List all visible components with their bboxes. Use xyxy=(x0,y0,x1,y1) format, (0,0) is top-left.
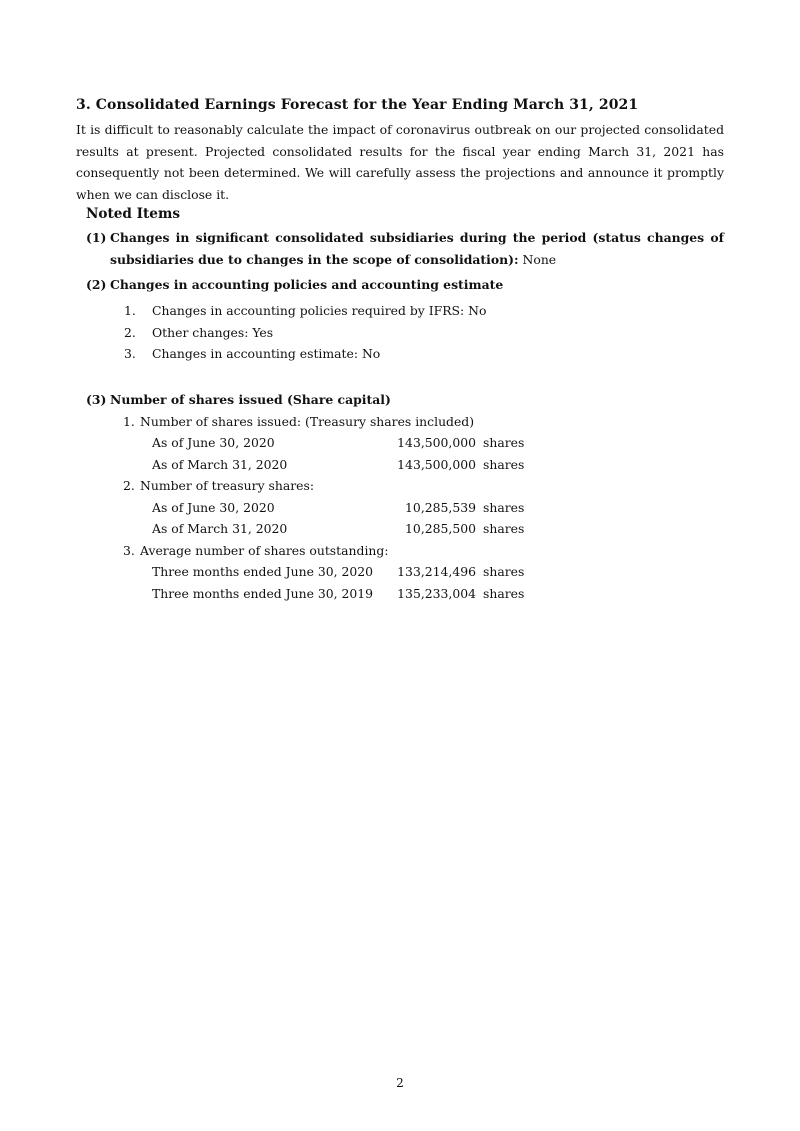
noted-item-3-number: (3) xyxy=(86,392,107,407)
noted-item-1-text xyxy=(110,227,724,270)
row-unit: shares xyxy=(483,586,525,601)
row-label: As of March 31, 2020 xyxy=(152,521,288,536)
noted-item-2-number: (2) xyxy=(86,277,107,292)
row-value: 133,214,496 xyxy=(397,564,476,579)
row-value: 10,285,500 xyxy=(405,521,476,536)
row-label: As of June 30, 2020 xyxy=(152,500,275,515)
row-unit: shares xyxy=(483,500,525,515)
noted-item-1-number: (1) xyxy=(86,230,107,245)
noted-item-2 xyxy=(86,274,724,296)
row-label: As of March 31, 2020 xyxy=(152,457,288,472)
row-unit: shares xyxy=(483,457,525,472)
list-item-text: Changes in accounting estimate: No xyxy=(152,346,381,361)
noted-item-1 xyxy=(86,227,724,271)
list-item-text: Other changes: Yes xyxy=(152,325,274,340)
shares-group-heading-text: Number of treasury shares: xyxy=(140,478,315,493)
row-label: Three months ended June 30, 2020 xyxy=(152,564,374,579)
noted-item-3-title: Number of shares issued (Share capital) xyxy=(110,392,391,407)
row-value: 10,285,539 xyxy=(405,500,476,515)
noted-item-2-title: Changes in accounting policies and accounting estimate xyxy=(110,277,504,292)
row-value: 143,500,000 xyxy=(397,435,476,450)
row-value: 135,233,004 xyxy=(397,586,476,601)
row-unit: shares xyxy=(483,564,525,579)
shares-group-heading-text: Number of shares issued: (Treasury shares included) xyxy=(140,414,475,429)
row-value: 143,500,000 xyxy=(397,457,476,472)
shares-group-number: 2. xyxy=(123,478,135,493)
section-title: 3. Consolidated Earnings Forecast for the Year Ending March 31, 2021 xyxy=(76,97,639,113)
shares-group-number: 3. xyxy=(123,543,135,558)
forecast-paragraph: It is difficult to reasonably calculate the impact of coronavirus outbreak on our projected consolidated results at present. Projected consolidated results for the fiscal year ending March 31, 2021 has consequently not been determined. We will carefully assess the projections and announce it promptly when we can disclose it. xyxy=(76,122,724,202)
list-item-number: 3. xyxy=(124,346,136,361)
row-unit: shares xyxy=(483,435,525,450)
row-label: As of June 30, 2020 xyxy=(152,435,275,450)
row-unit: shares xyxy=(483,521,525,536)
list-item-text: Changes in accounting policies required by IFRS: No xyxy=(152,303,487,318)
list-item-number: 2. xyxy=(124,325,136,340)
list-item-number: 1. xyxy=(124,303,136,318)
page-number: 2 xyxy=(396,1076,404,1090)
shares-group-heading-text: Average number of shares outstanding: xyxy=(140,543,389,558)
noted-item-1-value: None xyxy=(522,251,557,267)
row-label: Three months ended June 30, 2019 xyxy=(152,586,374,601)
noted-item-3 xyxy=(86,389,724,411)
shares-group-number: 1. xyxy=(123,414,135,429)
noted-item-1-label: Changes in significant consolidated subsidiaries during the period (status changes of subsidiaries due to changes in the scope of consolidation): xyxy=(110,230,724,267)
noted-items-title: Noted Items xyxy=(86,206,180,222)
